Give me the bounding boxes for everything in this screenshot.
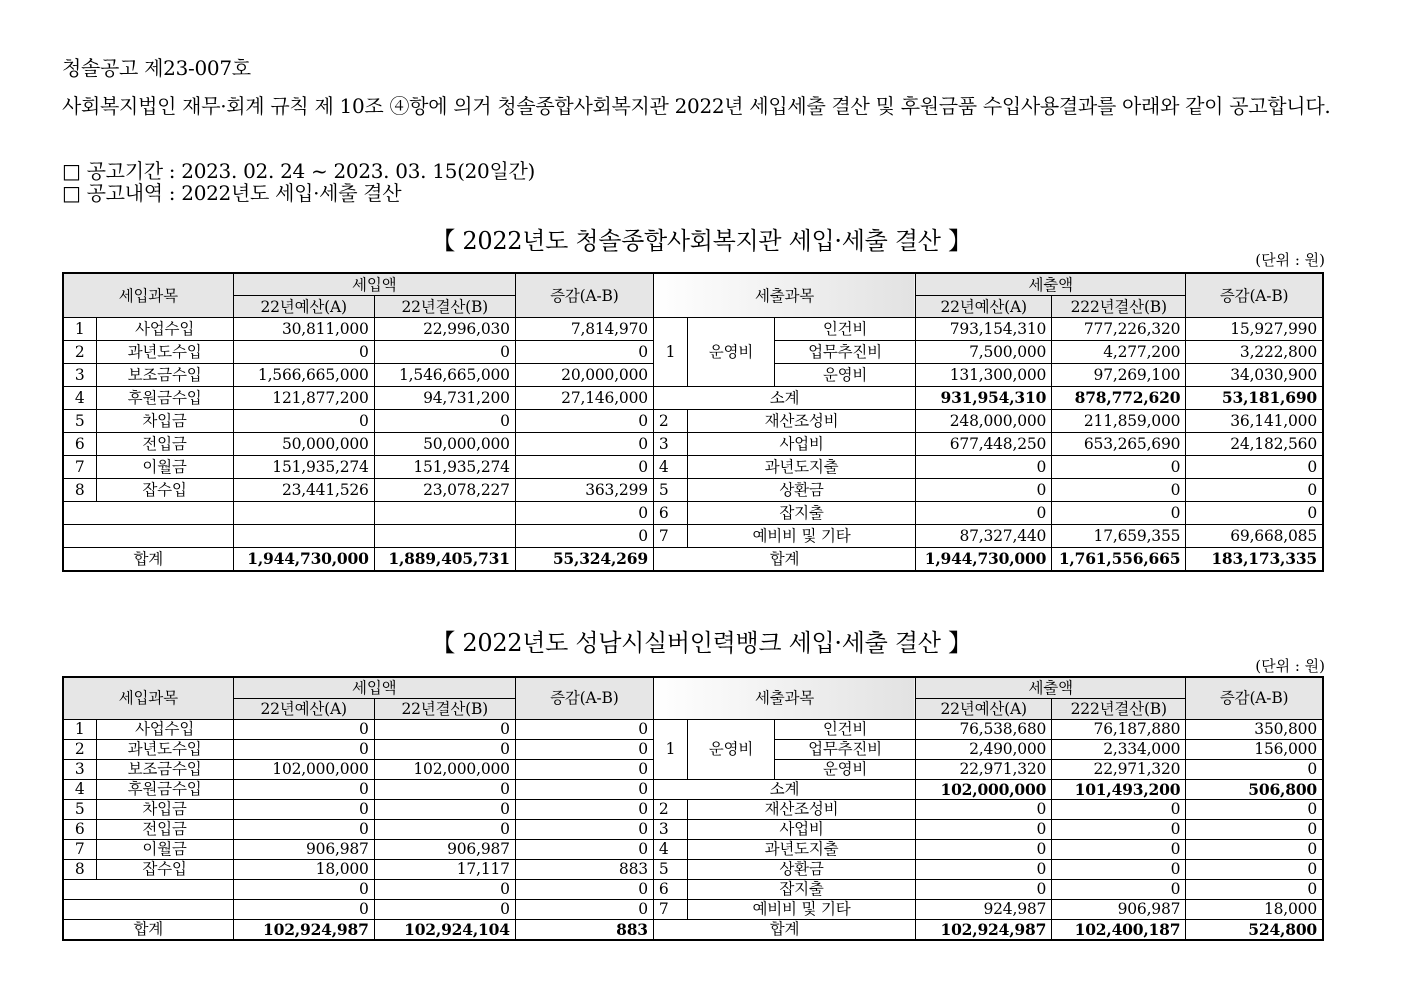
expense-name: 업무추진비 [774, 740, 915, 760]
expense-diff: 0 [1186, 479, 1323, 502]
income-no: 8 [63, 479, 96, 502]
expense-name: 상환금 [687, 860, 915, 880]
table-row [63, 720, 1323, 740]
income-diff-header: 증감(A-B) [515, 273, 653, 318]
expense-settle: 17,659,355 [1052, 525, 1186, 548]
expense-name: 사업비 [687, 433, 915, 456]
income-budget: 102,000,000 [233, 760, 374, 780]
expense-name: 과년도지출 [687, 840, 915, 860]
expense-total-label: 합계 [653, 548, 915, 572]
expense-name: 잡지출 [687, 502, 915, 525]
subtotal-diff: 506,800 [1186, 780, 1323, 800]
income-no: 3 [63, 760, 96, 780]
income-settle: 94,731,200 [374, 387, 515, 410]
income-name: 잡수입 [96, 479, 233, 502]
income-diff: 0 [515, 341, 653, 364]
income-settle: 0 [374, 341, 515, 364]
income-diff: 0 [515, 800, 653, 820]
expense-diff: 0 [1186, 456, 1323, 479]
income-settle: 0 [374, 410, 515, 433]
table-row [63, 479, 1323, 502]
expense-item-header: 세출과목 [653, 273, 915, 318]
expense-amount-header: 세출액 [916, 273, 1186, 296]
total-row [63, 920, 1323, 941]
expense-no: 5 [653, 860, 687, 880]
income-empty [63, 502, 233, 525]
expense-settle: 0 [1052, 456, 1186, 479]
expense-name: 운영비 [774, 364, 915, 387]
income-settle: 906,987 [374, 840, 515, 860]
expense-diff: 0 [1186, 820, 1323, 840]
expense-name: 사업비 [687, 820, 915, 840]
table1-settlement [62, 272, 1324, 572]
op-group-label: 운영비 [687, 720, 774, 780]
expense-no: 3 [653, 820, 687, 840]
income-budget: 0 [233, 800, 374, 820]
subtotal-budget: 102,000,000 [916, 780, 1052, 800]
table-row [63, 456, 1323, 479]
income-budget-header: 22년예산(A) [233, 699, 374, 720]
expense-diff: 0 [1186, 840, 1323, 860]
income-budget: 906,987 [233, 840, 374, 860]
table-row [63, 880, 1323, 900]
expense-budget: 248,000,000 [916, 410, 1052, 433]
expense-settle: 0 [1052, 860, 1186, 880]
income-budget: 18,000 [233, 860, 374, 880]
expense-no: 5 [653, 479, 687, 502]
income-no: 1 [63, 720, 96, 740]
expense-name: 인건비 [774, 720, 915, 740]
expense-diff: 69,668,085 [1186, 525, 1323, 548]
income-settle: 1,546,665,000 [374, 364, 515, 387]
table-row [63, 800, 1323, 820]
income-no: 5 [63, 410, 96, 433]
subtotal-label: 소계 [653, 780, 915, 800]
income-settle-header: 22년결산(B) [374, 699, 515, 720]
income-budget: 0 [233, 820, 374, 840]
income-no: 6 [63, 433, 96, 456]
expense-budget: 2,490,000 [916, 740, 1052, 760]
table-row [63, 820, 1323, 840]
income-settle: 23,078,227 [374, 479, 515, 502]
income-diff: 0 [515, 525, 653, 548]
expense-diff: 18,000 [1186, 900, 1323, 920]
income-diff: 27,146,000 [515, 387, 653, 410]
income-settle: 102,000,000 [374, 760, 515, 780]
income-diff: 0 [515, 456, 653, 479]
income-name: 전입금 [96, 820, 233, 840]
expense-no: 7 [653, 525, 687, 548]
income-name: 차입금 [96, 800, 233, 820]
expense-no: 4 [653, 840, 687, 860]
income-name: 과년도수입 [96, 740, 233, 760]
expense-total-diff: 524,800 [1186, 920, 1323, 941]
income-no: 1 [63, 318, 96, 341]
income-empty [63, 880, 233, 900]
notice-period: □ 공고기간 : 2023. 02. 24 ~ 2023. 03. 15(20일간) [62, 159, 536, 183]
income-settle: 0 [374, 780, 515, 800]
income-total-settle: 1,889,405,731 [374, 548, 515, 572]
table-row [63, 410, 1323, 433]
expense-total-diff: 183,173,335 [1186, 548, 1323, 572]
expense-settle: 211,859,000 [1052, 410, 1186, 433]
intro-paragraph: 사회복지법인 재무·회계 규칙 제 10조 ④항에 의거 청솔종합사회복지관 2022년 세입세출 결산 및 후원금품 수입사용결과를 아래와 같이 공고합니다. [62, 94, 1331, 118]
expense-budget: 131,300,000 [916, 364, 1052, 387]
table-row [63, 780, 1323, 800]
expense-diff: 3,222,800 [1186, 341, 1323, 364]
income-no: 2 [63, 740, 96, 760]
income-no: 7 [63, 840, 96, 860]
income-budget-header: 22년예산(A) [233, 296, 374, 318]
expense-no: 7 [653, 900, 687, 920]
income-no: 4 [63, 780, 96, 800]
income-settle: 0 [374, 820, 515, 840]
income-diff: 0 [515, 720, 653, 740]
income-name: 전입금 [96, 433, 233, 456]
income-diff: 0 [515, 840, 653, 860]
total-row [63, 548, 1323, 572]
expense-settle: 0 [1052, 820, 1186, 840]
table-row [63, 318, 1323, 341]
table2-title: 【 2022년도 성남시실버인력뱅크 세입·세출 결산 】 [431, 629, 972, 657]
table2-settlement [62, 676, 1324, 941]
expense-name: 재산조성비 [687, 410, 915, 433]
expense-budget: 76,538,680 [916, 720, 1052, 740]
expense-budget-header: 22년예산(A) [916, 699, 1052, 720]
expense-name: 업무추진비 [774, 341, 915, 364]
table1-unit: (단위 : 원) [1255, 251, 1325, 269]
expense-settle: 653,265,690 [1052, 433, 1186, 456]
expense-settle: 0 [1052, 479, 1186, 502]
income-settle: 22,996,030 [374, 318, 515, 341]
income-total-diff: 883 [515, 920, 653, 941]
income-diff: 0 [515, 880, 653, 900]
income-diff: 0 [515, 410, 653, 433]
income-name: 과년도수입 [96, 341, 233, 364]
expense-total-budget: 102,924,987 [916, 920, 1052, 941]
income-diff: 0 [515, 760, 653, 780]
table2-unit: (단위 : 원) [1255, 657, 1325, 675]
expense-no: 4 [653, 456, 687, 479]
income-diff: 0 [515, 433, 653, 456]
expense-settle: 0 [1052, 840, 1186, 860]
expense-budget: 0 [916, 800, 1052, 820]
income-budget [233, 502, 374, 525]
expense-item-header: 세출과목 [653, 677, 915, 720]
income-settle: 0 [374, 880, 515, 900]
income-item-header: 세입과목 [63, 273, 233, 318]
income-name: 이월금 [96, 840, 233, 860]
expense-diff: 0 [1186, 880, 1323, 900]
expense-name: 상환금 [687, 479, 915, 502]
income-budget: 23,441,526 [233, 479, 374, 502]
income-settle [374, 502, 515, 525]
income-diff: 363,299 [515, 479, 653, 502]
income-no: 7 [63, 456, 96, 479]
expense-settle: 76,187,880 [1052, 720, 1186, 740]
expense-diff-header: 증감(A-B) [1186, 677, 1323, 720]
income-total-budget: 1,944,730,000 [233, 548, 374, 572]
income-no: 6 [63, 820, 96, 840]
expense-budget: 7,500,000 [916, 341, 1052, 364]
expense-settle: 0 [1052, 800, 1186, 820]
expense-diff: 24,182,560 [1186, 433, 1323, 456]
income-budget [233, 525, 374, 548]
expense-budget: 0 [916, 880, 1052, 900]
subtotal-diff: 53,181,690 [1186, 387, 1323, 410]
table-row [63, 860, 1323, 880]
op-group-label: 운영비 [687, 318, 774, 387]
income-total-label: 합계 [63, 920, 233, 941]
income-settle [374, 525, 515, 548]
income-diff: 20,000,000 [515, 364, 653, 387]
expense-no: 2 [653, 800, 687, 820]
expense-diff: 0 [1186, 760, 1323, 780]
expense-diff: 350,800 [1186, 720, 1323, 740]
expense-name: 예비비 및 기타 [687, 900, 915, 920]
income-settle: 17,117 [374, 860, 515, 880]
expense-diff-header: 증감(A-B) [1186, 273, 1323, 318]
expense-no: 6 [653, 880, 687, 900]
table-row [63, 433, 1323, 456]
notice-content: □ 공고내역 : 2022년도 세입·세출 결산 [62, 181, 402, 205]
income-diff: 0 [515, 502, 653, 525]
expense-diff: 156,000 [1186, 740, 1323, 760]
income-diff: 0 [515, 900, 653, 920]
expense-settle-header: 222년결산(B) [1052, 699, 1186, 720]
expense-budget: 22,971,320 [916, 760, 1052, 780]
income-total-settle: 102,924,104 [374, 920, 515, 941]
income-total-diff: 55,324,269 [515, 548, 653, 572]
expense-budget: 793,154,310 [916, 318, 1052, 341]
income-settle: 50,000,000 [374, 433, 515, 456]
expense-name: 과년도지출 [687, 456, 915, 479]
expense-total-settle: 1,761,556,665 [1052, 548, 1186, 572]
income-settle: 151,935,274 [374, 456, 515, 479]
income-diff: 883 [515, 860, 653, 880]
expense-budget: 0 [916, 502, 1052, 525]
expense-total-settle: 102,400,187 [1052, 920, 1186, 941]
expense-no: 6 [653, 502, 687, 525]
expense-total-label: 합계 [653, 920, 915, 941]
income-name: 이월금 [96, 456, 233, 479]
income-diff: 0 [515, 820, 653, 840]
income-amount-header: 세입액 [233, 677, 515, 699]
expense-budget: 0 [916, 479, 1052, 502]
expense-settle: 0 [1052, 502, 1186, 525]
op-group-no: 1 [653, 318, 687, 387]
expense-settle: 97,269,100 [1052, 364, 1186, 387]
expense-diff: 36,141,000 [1186, 410, 1323, 433]
expense-diff: 15,927,990 [1186, 318, 1323, 341]
expense-name: 인건비 [774, 318, 915, 341]
expense-no: 2 [653, 410, 687, 433]
expense-diff: 0 [1186, 502, 1323, 525]
expense-name: 예비비 및 기타 [687, 525, 915, 548]
expense-no: 3 [653, 433, 687, 456]
income-no: 8 [63, 860, 96, 880]
expense-budget: 87,327,440 [916, 525, 1052, 548]
expense-budget: 0 [916, 840, 1052, 860]
expense-name: 잡지출 [687, 880, 915, 900]
income-total-label: 합계 [63, 548, 233, 572]
expense-settle: 4,277,200 [1052, 341, 1186, 364]
income-name: 차입금 [96, 410, 233, 433]
income-diff: 0 [515, 740, 653, 760]
expense-settle-header: 222년결산(B) [1052, 296, 1186, 318]
expense-name: 재산조성비 [687, 800, 915, 820]
income-settle: 0 [374, 800, 515, 820]
income-item-header: 세입과목 [63, 677, 233, 720]
income-settle: 0 [374, 720, 515, 740]
income-no: 2 [63, 341, 96, 364]
expense-name: 운영비 [774, 760, 915, 780]
income-name: 사업수입 [96, 318, 233, 341]
income-budget: 50,000,000 [233, 433, 374, 456]
income-settle: 0 [374, 740, 515, 760]
expense-diff: 34,030,900 [1186, 364, 1323, 387]
income-budget: 1,566,665,000 [233, 364, 374, 387]
expense-settle: 22,971,320 [1052, 760, 1186, 780]
income-name: 잡수입 [96, 860, 233, 880]
expense-settle: 777,226,320 [1052, 318, 1186, 341]
income-name: 사업수입 [96, 720, 233, 740]
income-diff: 7,814,970 [515, 318, 653, 341]
expense-diff: 0 [1186, 860, 1323, 880]
expense-budget: 0 [916, 456, 1052, 479]
table-row [63, 502, 1323, 525]
income-budget: 0 [233, 780, 374, 800]
subtotal-budget: 931,954,310 [916, 387, 1052, 410]
expense-settle: 0 [1052, 880, 1186, 900]
income-no: 5 [63, 800, 96, 820]
expense-budget: 924,987 [916, 900, 1052, 920]
income-empty [63, 900, 233, 920]
expense-diff: 0 [1186, 800, 1323, 820]
table1-title: 【 2022년도 청솔종합사회복지관 세입·세출 결산 】 [431, 227, 972, 255]
table-row [63, 525, 1323, 548]
expense-budget: 677,448,250 [916, 433, 1052, 456]
table-row [63, 387, 1323, 410]
expense-budget: 0 [916, 860, 1052, 880]
op-group-no: 1 [653, 720, 687, 780]
expense-budget-header: 22년예산(A) [916, 296, 1052, 318]
income-no: 3 [63, 364, 96, 387]
income-budget: 0 [233, 900, 374, 920]
income-budget: 121,877,200 [233, 387, 374, 410]
expense-budget: 0 [916, 820, 1052, 840]
income-empty [63, 525, 233, 548]
income-budget: 0 [233, 880, 374, 900]
expense-total-budget: 1,944,730,000 [916, 548, 1052, 572]
income-name: 후원금수입 [96, 780, 233, 800]
income-settle: 0 [374, 900, 515, 920]
notice-number: 청솔공고 제23-007호 [62, 56, 251, 80]
income-total-budget: 102,924,987 [233, 920, 374, 941]
income-name: 후원금수입 [96, 387, 233, 410]
table-row [63, 900, 1323, 920]
subtotal-settle: 878,772,620 [1052, 387, 1186, 410]
income-diff: 0 [515, 780, 653, 800]
income-settle-header: 22년결산(B) [374, 296, 515, 318]
income-diff-header: 증감(A-B) [515, 677, 653, 720]
expense-settle: 906,987 [1052, 900, 1186, 920]
income-budget: 0 [233, 720, 374, 740]
income-no: 4 [63, 387, 96, 410]
subtotal-settle: 101,493,200 [1052, 780, 1186, 800]
income-name: 보조금수입 [96, 760, 233, 780]
income-budget: 0 [233, 341, 374, 364]
table-row [63, 840, 1323, 860]
income-name: 보조금수입 [96, 364, 233, 387]
income-budget: 0 [233, 740, 374, 760]
income-budget: 0 [233, 410, 374, 433]
subtotal-label: 소계 [653, 387, 915, 410]
income-amount-header: 세입액 [233, 273, 515, 296]
income-budget: 151,935,274 [233, 456, 374, 479]
expense-amount-header: 세출액 [916, 677, 1186, 699]
expense-settle: 2,334,000 [1052, 740, 1186, 760]
income-budget: 30,811,000 [233, 318, 374, 341]
